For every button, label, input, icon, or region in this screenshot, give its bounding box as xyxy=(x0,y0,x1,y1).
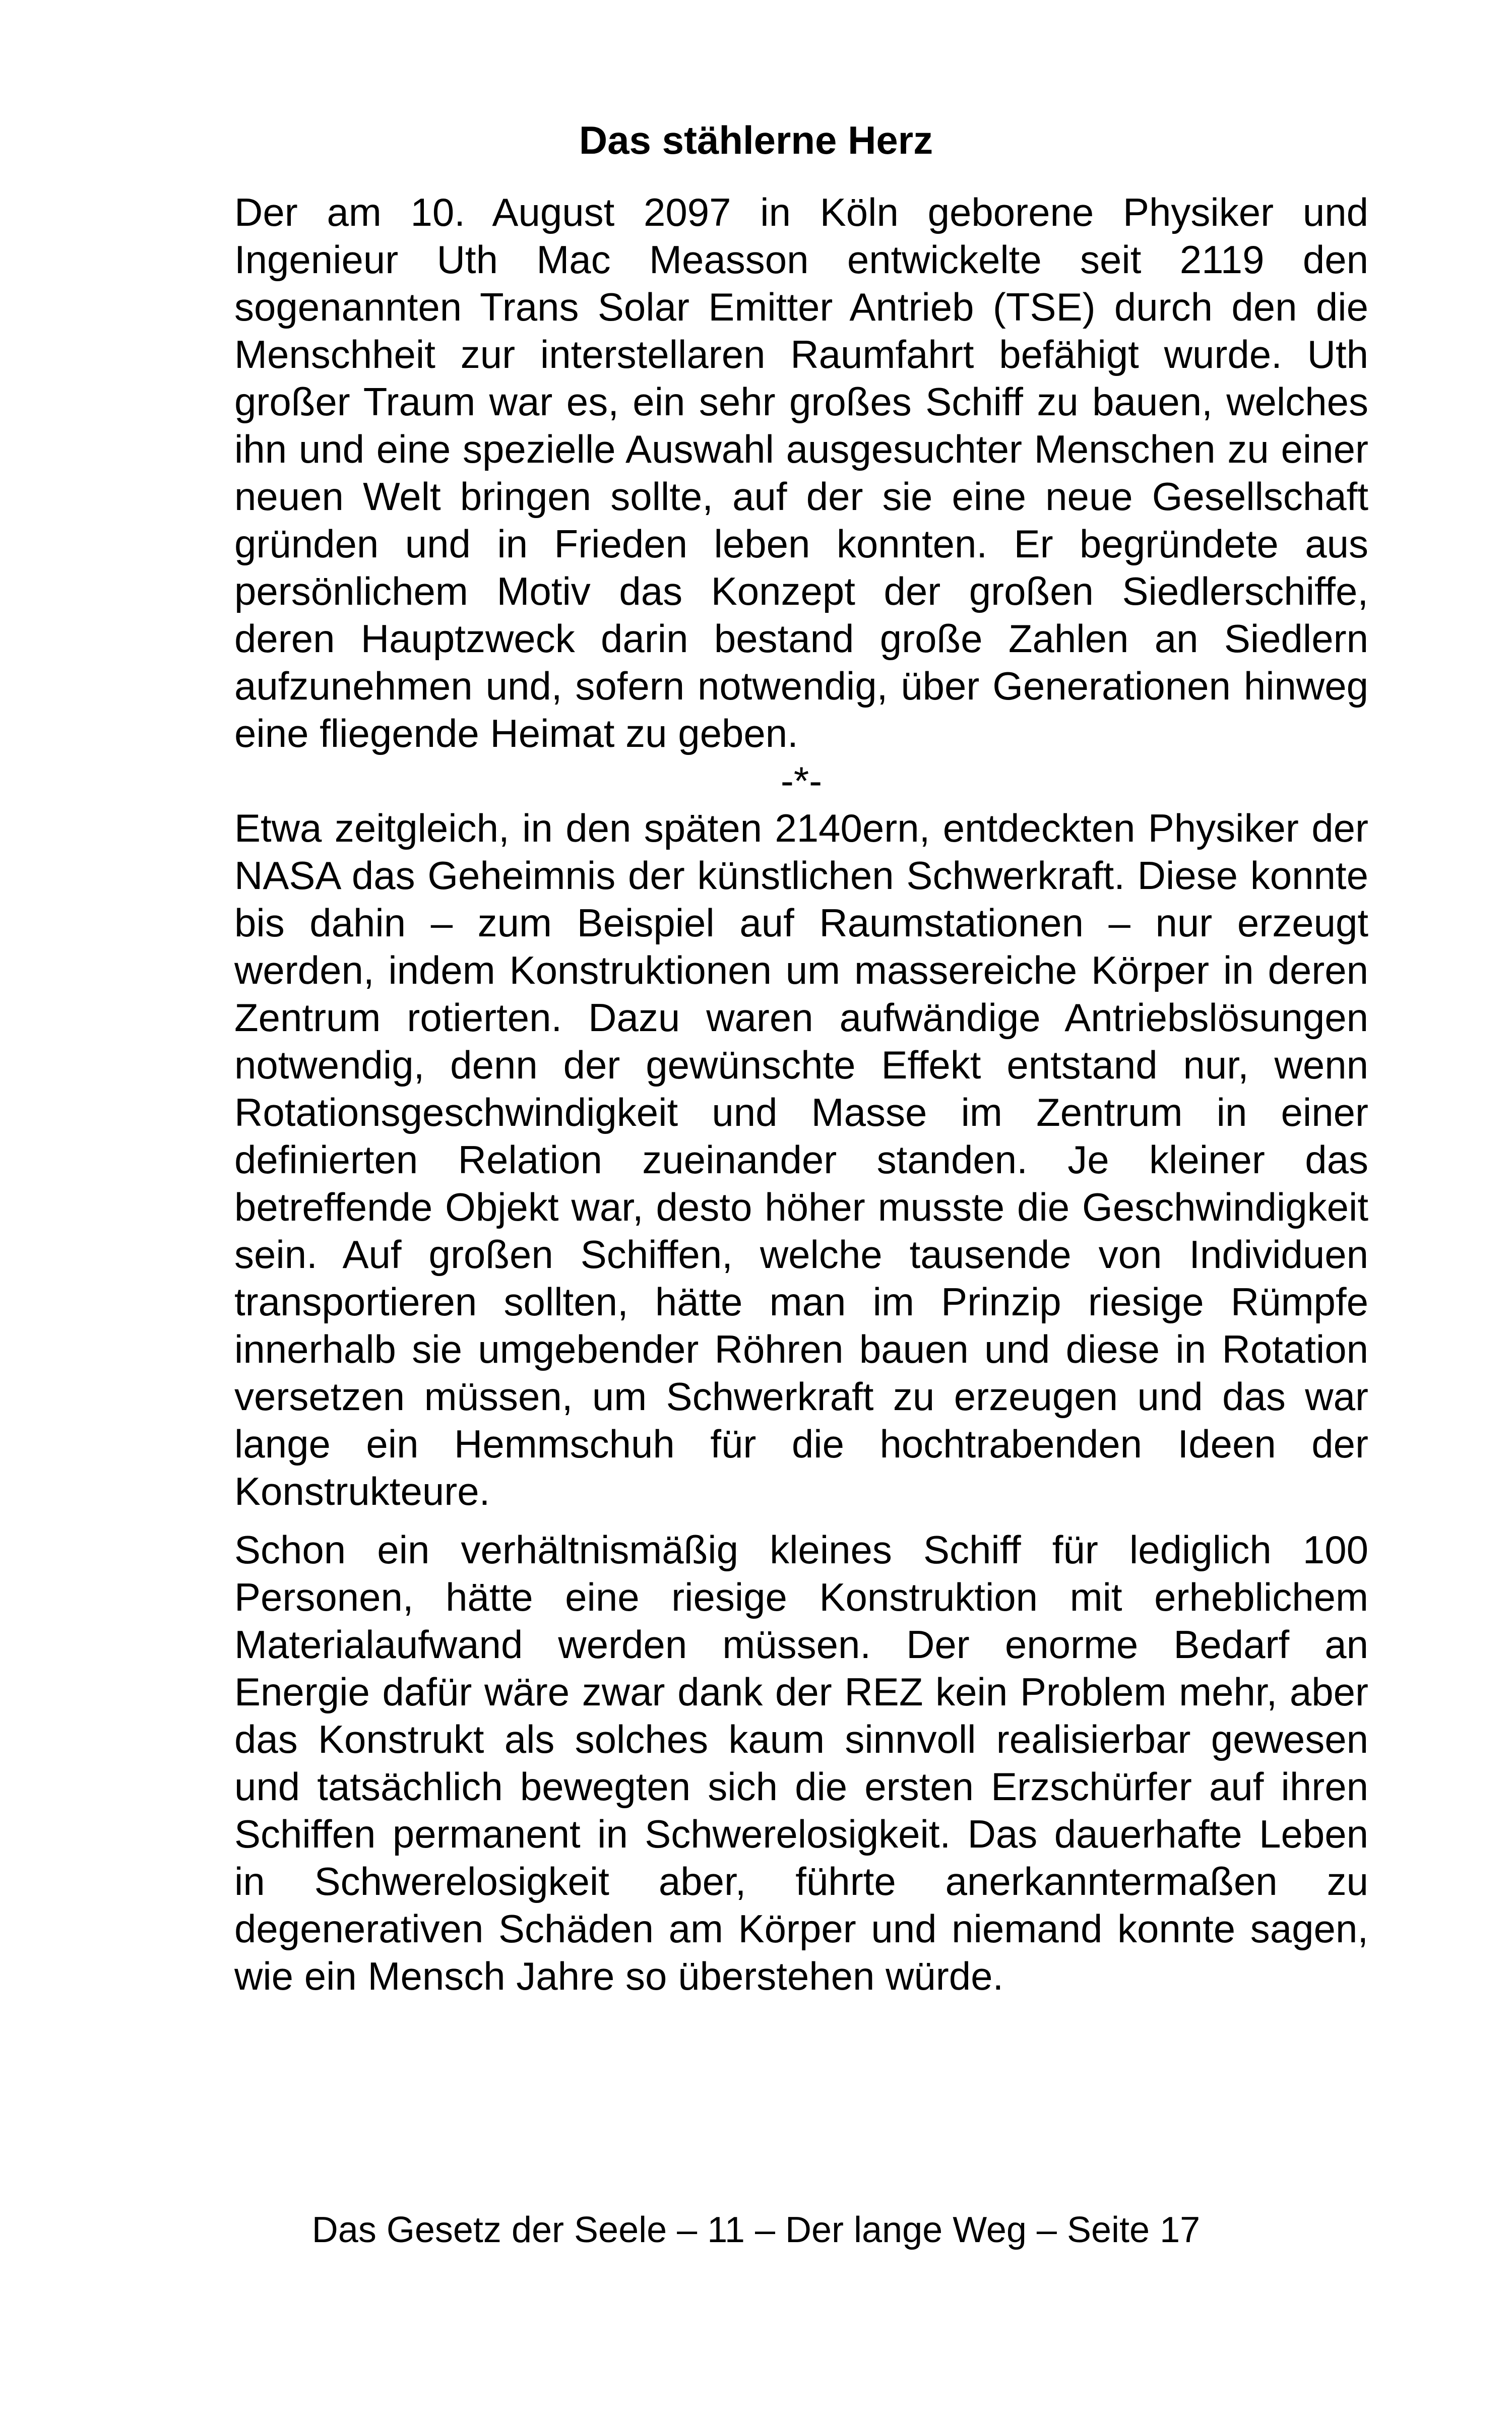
section-separator: -*- xyxy=(780,758,823,803)
paragraph-2: Etwa zeitgleich, in den späten 2140ern, entdeckten Physiker der NASA das Geheimnis der künstlichen Schwerkraft. Diese konnte bis dahin – zum Beispiel auf Raumstationen – nur erzeugt werden, indem Konstruktionen um massereiche Körper in deren Zentrum rotierten. Dazu waren aufwändige Antriebslösungen notwendig, denn der gewünschte Effekt entstand nur, wenn Rotationsgeschwindigkeit und Masse im Zentrum in einer definierten Relation zueinander standen. Je kleiner das betreffende Objekt war, desto höher musste die Geschwindigkeit sein. Auf großen Schiffen, welche tausende von Individuen transportieren sollten, hätte man im Prinzip riesige Rümpfe innerhalb sie umgebender Röhren bauen und diese in Rotation versetzen müssen, um Schwerkraft zu erzeugen und das war lange ein Hemmschuh für die hochtrabenden Ideen der Konstrukteure. xyxy=(234,806,1368,1513)
chapter-title: Das stählerne Herz xyxy=(579,118,933,162)
paragraph-1: Der am 10. August 2097 in Köln geborene Physiker und Ingenieur Uth Mac Measson entwickelte seit 2119 den sogenannten Trans Solar Emitter Antrieb (TSE) durch den die Menschheit zur interstellaren Raumfahrt befähigt wurde. Uth großer Traum war es, ein sehr großes Schiff zu bauen, welches ihn und eine spezielle Auswahl ausgesuchter Menschen zu einer neuen Welt bringen sollte, auf der sie eine neue Gesellschaft gründen und in Frieden leben konnten. Er begründete aus persönlichem Motiv das Konzept der großen Siedlerschiffe, deren Hauptzweck darin bestand große Zahlen an Siedlern aufzunehmen und, sofern notwendig, über Generationen hinweg eine fliegende Heimat zu geben. xyxy=(234,190,1368,755)
page-body xyxy=(234,188,1368,2000)
paragraph-3: Schon ein verhältnismäßig kleines Schiff für lediglich 100 Personen, hätte eine riesige Konstruktion mit erheblichem Materialaufwand werden müssen. Der enorme Bedarf an Energie dafür wäre zwar dank der REZ kein Problem mehr, aber das Konstrukt als solches kaum sinnvoll realisierbar gewesen und tatsächlich bewegten sich die ersten Erzschürfer auf ihren Schiffen permanent in Schwerelosigkeit. Das dauerhafte Leben in Schwerelosigkeit aber, führte anerkanntermaßen zu degenerativen Schäden am Körper und niemand konnte sagen, wie ein Mensch Jahre so überstehen würde. xyxy=(234,1528,1368,1998)
page-footer: Das Gesetz der Seele – 11 – Der lange Weg – Seite 17 xyxy=(311,2210,1201,2250)
